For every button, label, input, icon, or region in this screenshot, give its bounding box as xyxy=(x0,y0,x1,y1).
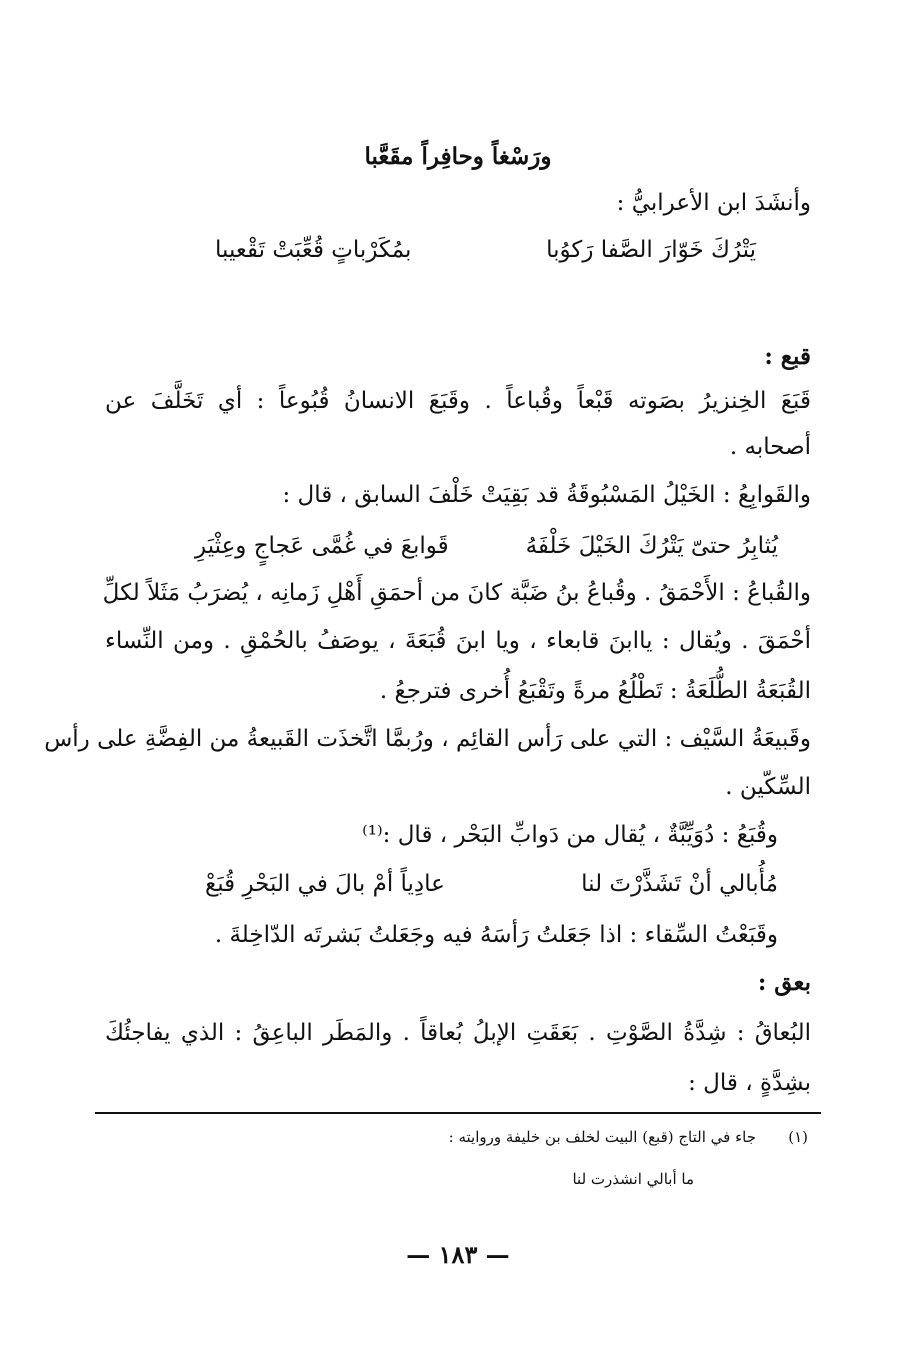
verse-hemistich-first: يُثابِرُ حتىّ يَتْرُكَ الخَيْلَ خَلْفَهُ xyxy=(525,533,778,559)
footnote-text: جاء في التاج (قبع) البيت لخلف بن خليفة وروايته : xyxy=(448,1128,756,1146)
text-line: أصحابه . xyxy=(729,434,811,460)
footnote-quote: ما أبالي انشذرت لنا xyxy=(572,1170,694,1188)
entry-heading: قبع : xyxy=(764,343,811,370)
text-line: بشِدَّةٍ ، قال : xyxy=(688,1070,811,1096)
footnote-divider xyxy=(95,1112,821,1114)
text-line: وأنشَدَ ابن الأعرابيُّ : xyxy=(616,190,811,216)
text-line: أحْمَقَ . ويُقال : ياابنَ قابعاء ، ويا ابنَ قُبَعَةَ ، يوصَفُ بالحُمْقِ . ومن النِّساء xyxy=(105,628,811,654)
verse-hemistich-first: يَتْرُكَ خَوّارَ الصَّفا رَكوُبا xyxy=(546,237,756,263)
text-line: وقَبَعْتُ السِّقاء : اذا جَعَلتُ رَأسَهُ فيه وجَعَلتُ بَشرتَه الدّاخِلةَ . xyxy=(214,922,778,948)
text-line: القُبَعَةُ الطُّلَعَةُ : تَطْلُعُ مرةً وتَقْبَعُ أُخرى فترجعُ . xyxy=(379,678,811,704)
footnote-marker: (١) xyxy=(788,1128,808,1146)
verse-hemistich-second: عادِياً أمْ بالَ في البَحْرِ قُبَعْ xyxy=(205,871,445,897)
text-line: والقَوابِعُ : الخَيْلُ المَسْبُوقَةُ قد بَقِيَتْ خَلْفَ السابق ، قال : xyxy=(282,482,811,508)
verse-line: ورَسْغاً وحافِراً مقَعَّبا xyxy=(364,143,552,170)
text-line: السِّكّين . xyxy=(725,774,811,800)
text-line: وقَبيعَةُ السَّيْف : التي على رَأس القائِم ، ورُبمَّا اتَّخذَت القَبيعةُ من الفِضَّةِ على رأس xyxy=(44,726,811,752)
verse-hemistich-first: مُأُبالي أنْ تَشَذَّرْتَ لنا xyxy=(581,871,778,897)
text-line: البُعاقُ : شِدَّةُ الصَّوْتِ . بَعَقَتِ الإبلُ بُعاقاً . والمَطَر الباعِقُ : الذي يفاجئُكَ xyxy=(105,1020,811,1046)
verse-couplet xyxy=(195,528,778,564)
verse-couplet xyxy=(215,232,756,268)
text-line: قَبَعَ الخِنزيرُ بصَوته قَبْعاً وقُباعاً . وقَبَعَ الانسانُ قُبُوعاً : أي تَخَلَّفَ عن xyxy=(105,388,811,414)
entry-heading: بعق : xyxy=(757,969,811,996)
verse-hemistich-second: قَوابعَ في غُمَّى عَجاجٍ وعِثْيَرِ xyxy=(195,533,449,559)
page-number: — ١٨٣ — xyxy=(406,1240,510,1269)
verse-couplet xyxy=(205,866,778,902)
verse-hemistich-second: بمُكَرْباتٍ قُعِّبَتْ تَقْعيبا xyxy=(215,237,412,263)
text-line: وقُبَعُ : دُوَيِّبَّةٌ ، يُقال من دَوابِّ البَحْر ، قال :⁽¹⁾ xyxy=(362,822,778,848)
text-line: والقُباعُ : الأَحْمَقُ . وقُباعُ بنُ ضَبَّة كانَ من أحمَقِ أَهْلِ زَمانِه ، يُضرَبُ مَثَلاً لكلِّ xyxy=(102,580,811,606)
